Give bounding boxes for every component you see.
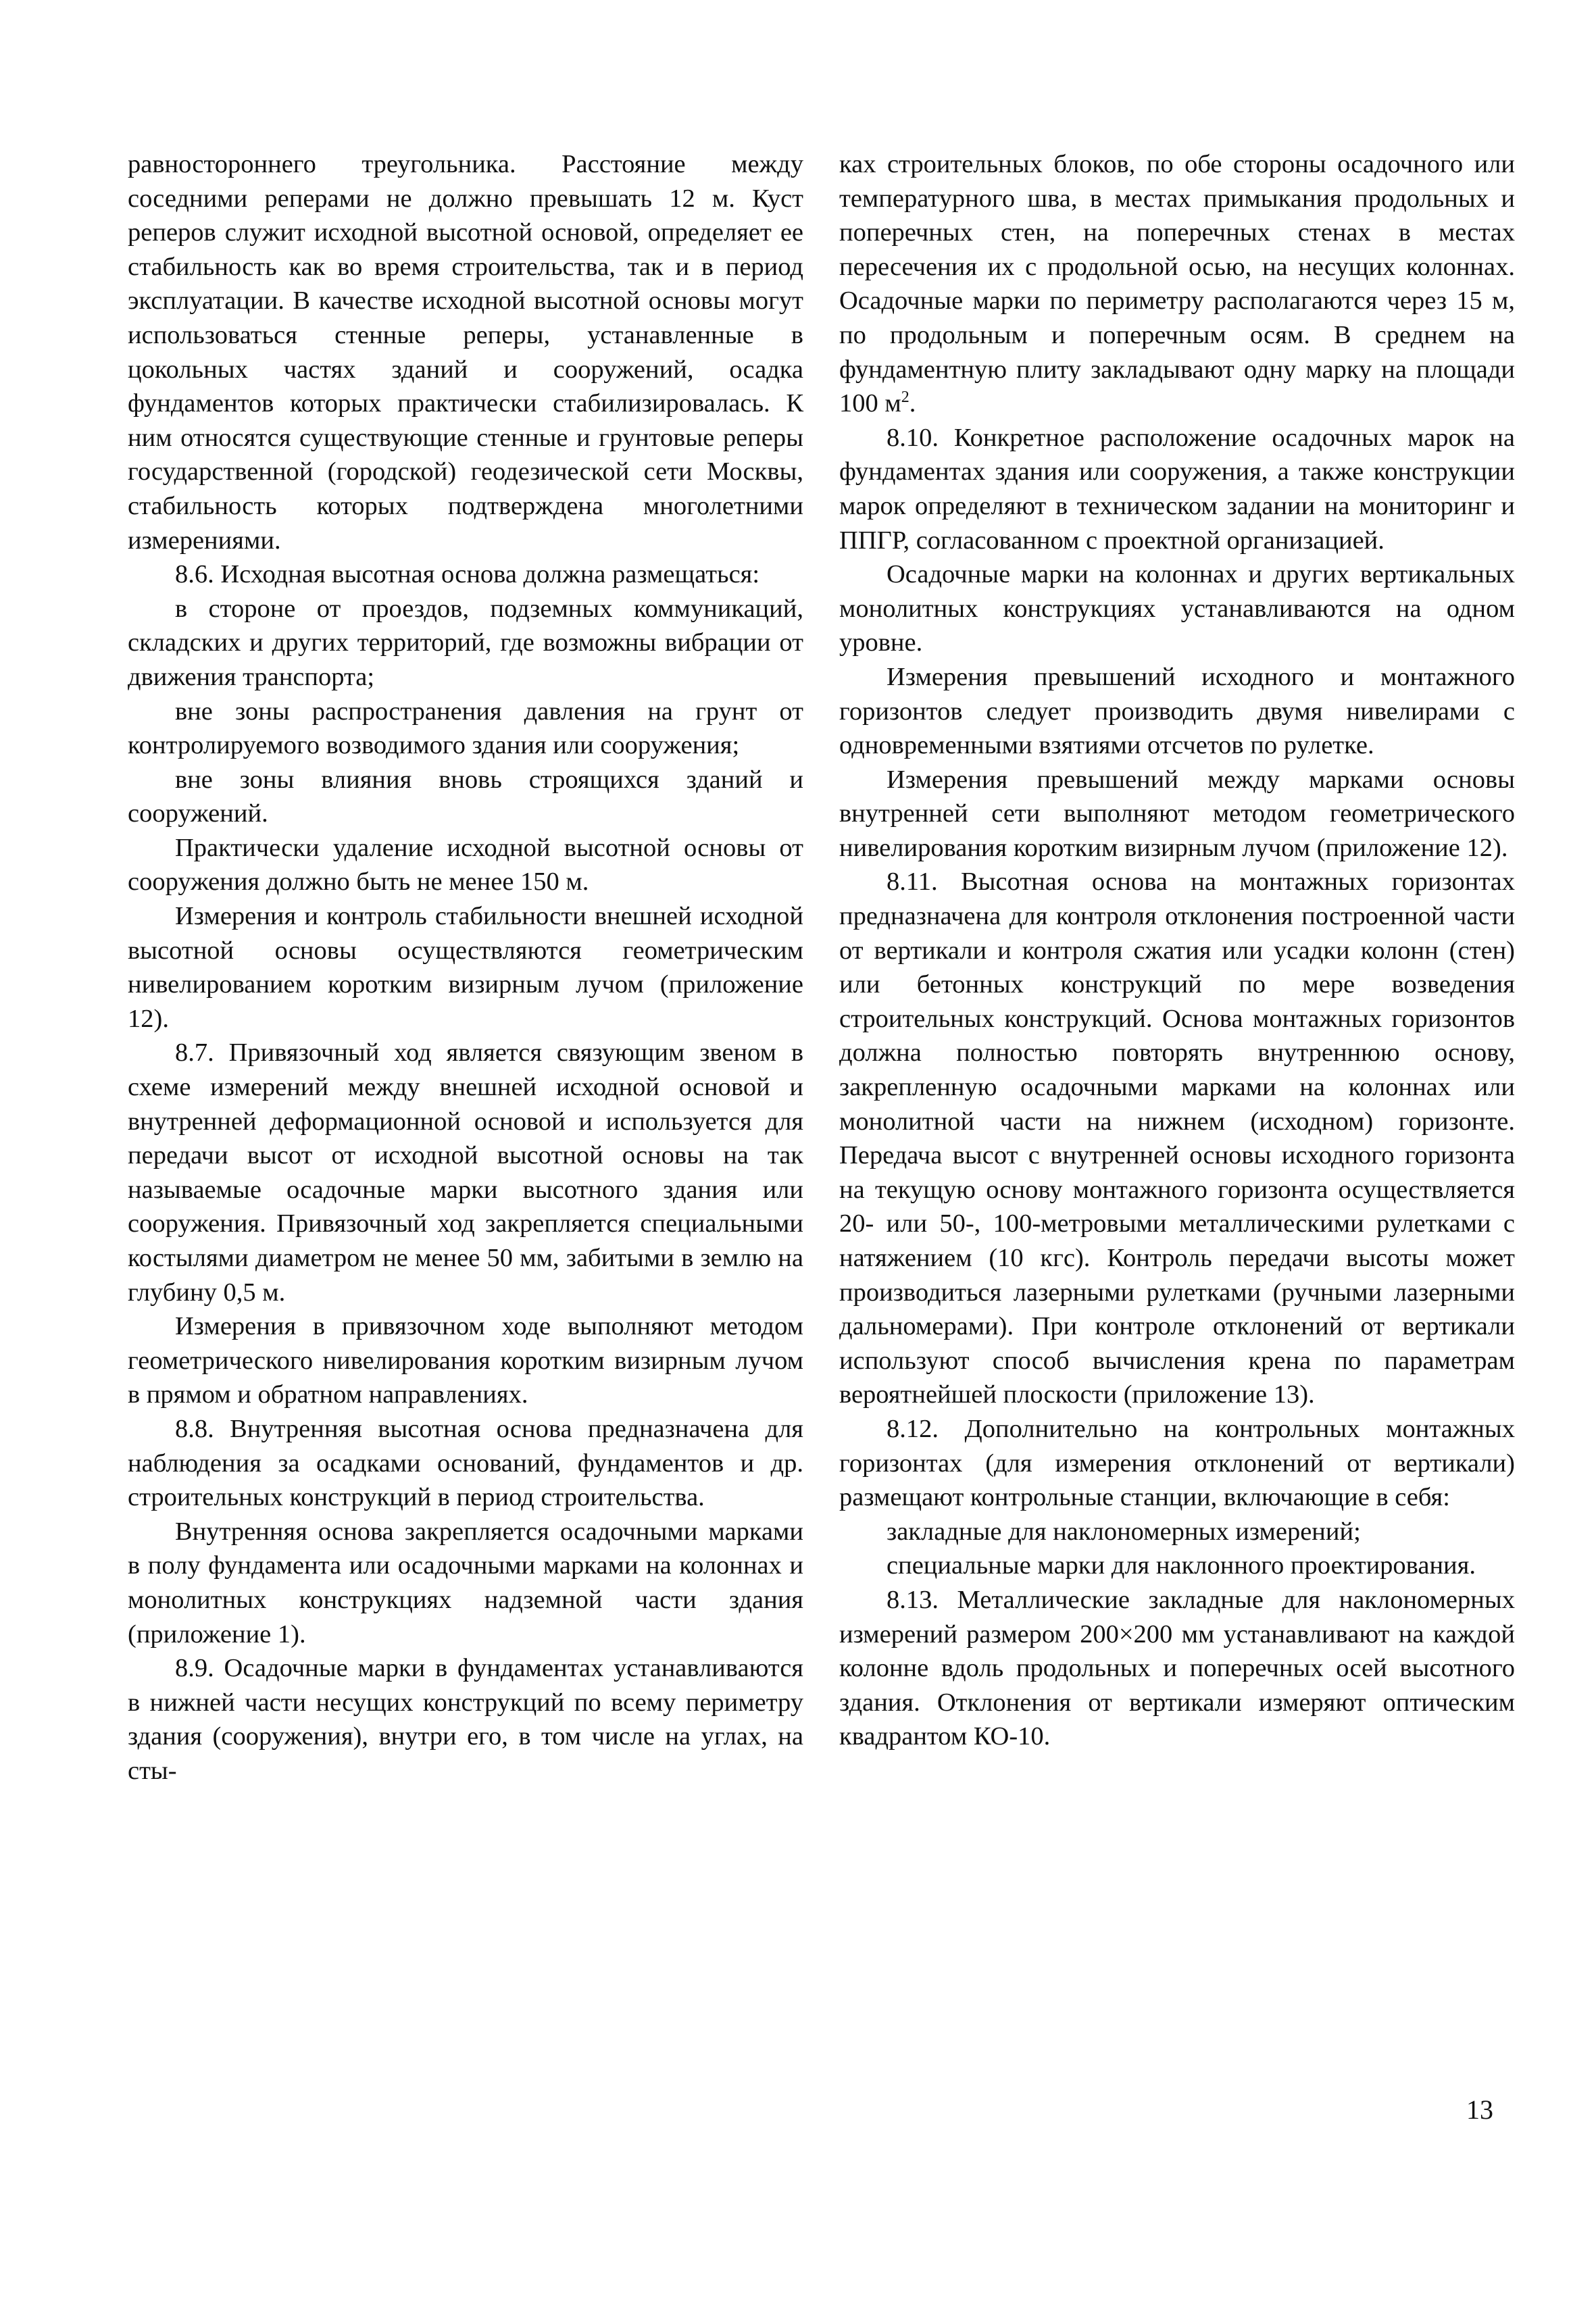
paragraph: Измерения и контроль стабильности внешней исходной высотной основы осуществляются геометрическим нивелированием коротким визирным лучом (приложение 12). [128,902,803,1033]
paragraph-text: ках строительных блоков, по обе стороны осадочного или температурного шва, в местах примыкания продольных и поперечных стен, на поперечных стенах в местах пересечения их с продольной осью, на несущих колоннах. Осадочные марки по периметру располагаются через 15 м, по продольным и поперечным осям. В среднем на фундаментную плиту закладывают одну марку на площади 100 м [839,150,1515,418]
paragraph-end: . [909,389,916,418]
paragraph: закладные для наклономерных измерений; [887,1517,1361,1546]
paragraph: равностороннего треугольника. Расстояние между соседними реперами не должно превышать 12 м. Куст реперов служит исходной высотной основой, определяет ее стабильность как во время строительства, так и в период эксплуатации. В качестве исходной высотной основы могут использоваться стенные реперы, устанавленные в цокольных частях зданий и сооружений, осадка фундаментов которых практически стабилизировалась. К ним относятся существующие стенные и грунтовые реперы государственной (городской) геодезической сети Москвы, стабильность которых подтверждена многолетними измерениями. [128,150,803,555]
paragraph: 8.11. Высотная основа на монтажных горизонтах предназначена для контроля отклонения построенной части от вертикали и контроля сжатия или усадки колонн (стен) или бетонных конструкций по мере возведения строительных конструкций. Основа монтажных горизонтов должна полностью повторять внутреннюю основу, закрепленную осадочными марками на колоннах или монолитной части на нижнем (исходном) горизонте. Передача высот с внутренней основы исходного горизонта на текущую основу монтажного горизонта осуществляется 20- или 50-, 100-метровыми металлическими рулетками с натяжением (10 кгс). Контроль передачи высоты может производиться лазерными рулетками (ручными лазерными дальномерами). При контроле отклонений от вертикали используют способ вычисления крена по параметрам вероятнейшей плоскости (приложение 13). [839,867,1515,1409]
left-text-column [128,147,803,1788]
paragraph: вне зоны распространения давления на грунт от контролируемого возводимого здания или сооружения; [128,697,803,760]
superscript: 2 [901,388,909,407]
paragraph: 8.9. Осадочные марки в фундаментах устанавливаются в нижней части несущих конструкций по всему периметру здания (сооружения), внутри его, в том числе на углах, на сты- [128,1654,803,1785]
paragraph: Практически удаление исходной высотной основы от сооружения должно быть не менее 150 м. [128,833,803,897]
page-number: 13 [1466,2094,1493,2125]
paragraph: специальные марки для наклонного проектирования. [887,1551,1476,1580]
paragraph: в стороне от проездов, подземных коммуникаций, складских и других территорий, где возможны вибрации от движения транспорта; [128,594,803,691]
paragraph: вне зоны влияния вновь строящихся зданий и сооружений. [128,765,803,828]
paragraph: Внутренняя основа закрепляется осадочными марками в полу фундамента или осадочными марками на колоннах и монолитных конструкциях надземной части здания (приложение 1). [128,1517,803,1649]
right-text-column [839,147,1515,1754]
paragraph: 8.6. Исходная высотная основа должна размещаться: [175,560,760,589]
paragraph: 8.8. Внутренняя высотная основа предназначена для наблюдения за осадками оснований, фундаментов и др. строительных конструкций в период строительства. [128,1414,803,1512]
paragraph [839,147,1515,421]
paragraph: 8.13. Металлические закладные для наклономерных измерений размером 200×200 мм устанавливают на каждой колонне вдоль продольных и поперечных осей высотного здания. Отклонения от вертикали измеряют оптическим квадрантом КО-10. [839,1585,1515,1751]
paragraph: 8.7. Привязочный ход является связующим звеном в схеме измерений между внешней исходной основой и внутренней деформационной основой и используется для передачи высот от исходной высотной основы на так называемые осадочные марки высотного здания или сооружения. Привязочный ход закрепляется специальными костылями диаметром не менее 50 мм, забитыми в землю на глубину 0,5 м. [128,1038,803,1307]
paragraph: 8.12. Дополнительно на контрольных монтажных горизонтах (для измерения отклонений от вертикали) размещают контрольные станции, включающие в себя: [839,1414,1515,1512]
paragraph: Измерения в привязочном ходе выполняют методом геометрического нивелирования коротким визирным лучом в прямом и обратном направлениях. [128,1312,803,1409]
paragraph: Измерения превышений исходного и монтажного горизонтов следует производить двумя нивелирами с одновременными взятиями отсчетов по рулетке. [839,662,1515,760]
paragraph: 8.10. Конкретное расположение осадочных марок на фундаментах здания или сооружения, а также конструкции марок определяют в техническом задании на мониторинг и ППГР, согласованном с проектной организацией. [839,423,1515,555]
paragraph: Измерения превышений между марками основы внутренней сети выполняют методом геометрического нивелирования коротким визирным лучом (приложение 12). [839,765,1515,862]
paragraph: Осадочные марки на колоннах и других вертикальных монолитных конструкциях устанавливаются на одном уровне. [839,560,1515,657]
